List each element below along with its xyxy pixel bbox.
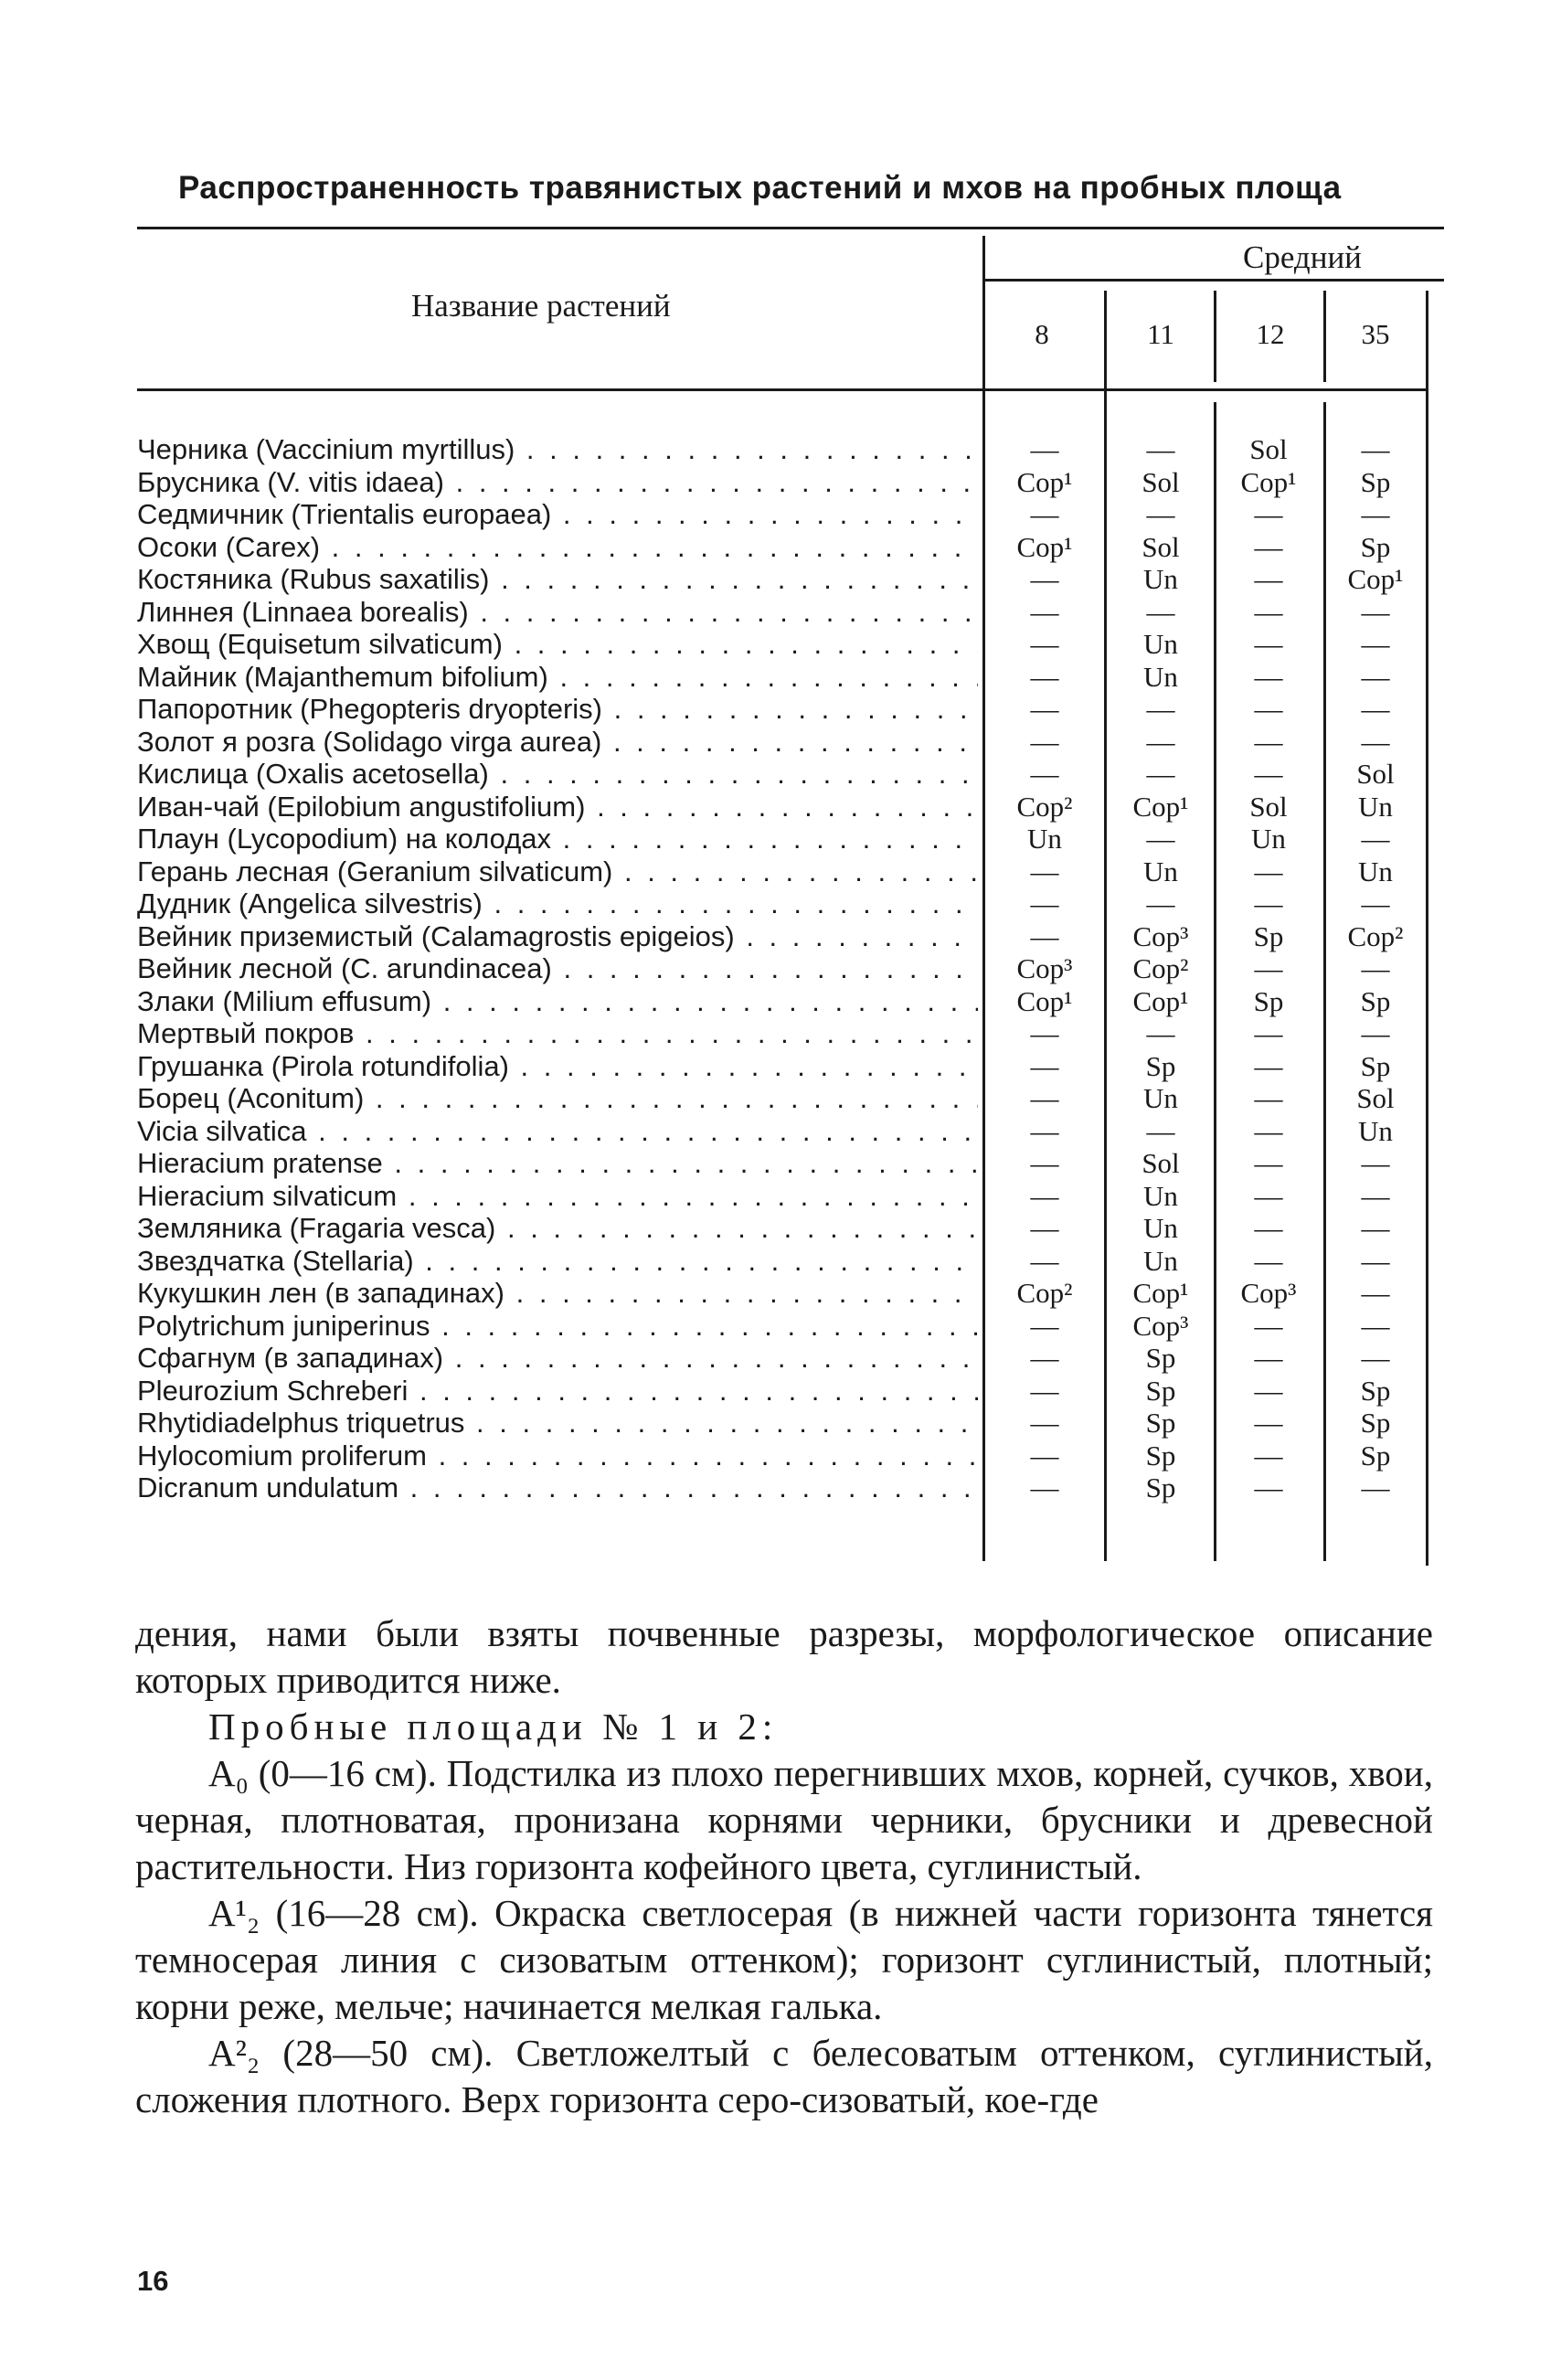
abundance-cell: Un: [1358, 790, 1393, 823]
abundance-cell: —: [1254, 1342, 1283, 1374]
abundance-cell: —: [1030, 1147, 1059, 1179]
plant-name: Polytrichum juniperinus . . .: [137, 1310, 978, 1343]
abundance-cell: —: [1030, 1244, 1059, 1277]
abundance-cell: Sp: [1360, 984, 1391, 1017]
page-number: 16: [137, 2265, 169, 2297]
abundance-cell: —: [1361, 1309, 1390, 1342]
abundance-cell: Un: [1027, 823, 1062, 855]
header-plot-35: 35: [1361, 318, 1390, 350]
abundance-cell: —: [1254, 563, 1283, 595]
plant-name: Майник (Majanthemum bifolium) . . .: [137, 661, 978, 694]
plant-name: Иван-чай (Epilobium angustifolium) . . .: [137, 791, 978, 823]
abundance-cell: —: [1254, 595, 1283, 628]
abundance-cell: Sol: [1356, 1082, 1395, 1114]
abundance-cell: —: [1030, 498, 1059, 530]
abundance-cell: Sol: [1142, 1147, 1180, 1179]
abundance-cell: —: [1030, 660, 1059, 693]
abundance-cell: Sol: [1142, 530, 1180, 563]
abundance-cell: Un: [1143, 1244, 1178, 1277]
header-bottom-rule: [137, 388, 1426, 391]
col-divider-4: [1323, 291, 1326, 382]
abundance-cell: —: [1030, 563, 1059, 595]
paragraph-intro: дения, нами были взяты почвенные разрезы, морфологическое описание которых приводится ниже.: [135, 1612, 1433, 1701]
abundance-cell: Cop¹: [1016, 530, 1073, 563]
plant-name: Брусника (V. vitis idaea) . . .: [137, 466, 978, 499]
plant-name: Hieracium silvaticum . . .: [137, 1180, 978, 1213]
abundance-cell: —: [1254, 660, 1283, 693]
paragraph-horizon-a12: A¹₂ (16—28 см). Окраска светлосерая (в нижней части горизонта тянется темносерая линия с сизоватым оттенком); горизонт суглинистый, плотный; корни реже, мельче; начинается мелкая галька.: [135, 1892, 1433, 2027]
abundance-cell: —: [1030, 1407, 1059, 1439]
col-divider-1: [982, 236, 985, 1561]
abundance-cell: Sol: [1142, 465, 1180, 498]
plant-name: Кукушкин лен (в западинах) . . .: [137, 1277, 978, 1310]
abundance-cell: —: [1146, 498, 1175, 530]
abundance-cell: —: [1030, 855, 1059, 887]
abundance-cell: Cop¹: [1016, 465, 1073, 498]
abundance-cell: —: [1254, 1179, 1283, 1212]
abundance-cell: —: [1146, 595, 1175, 628]
abundance-cell: —: [1030, 1439, 1059, 1472]
plant-name: Дудник (Angelica silvestris) . . .: [137, 887, 978, 920]
abundance-cell: Un: [1143, 660, 1178, 693]
plant-name: Dicranum undulatum . . .: [137, 1472, 978, 1504]
abundance-cell: Cop²: [1347, 919, 1404, 952]
abundance-cell: —: [1254, 693, 1283, 725]
abundance-cell: Sp: [1145, 1407, 1176, 1439]
abundance-cell: —: [1146, 725, 1175, 758]
abundance-cell: —: [1254, 1082, 1283, 1114]
abundance-cell: —: [1146, 887, 1175, 919]
abundance-cell: —: [1254, 1212, 1283, 1244]
plant-name: Грушанка (Pirola rotundifolia) . . .: [137, 1050, 978, 1083]
abundance-cell: —: [1146, 433, 1175, 465]
abundance-cell: —: [1030, 725, 1059, 758]
abundance-cell: Cop¹: [1240, 465, 1297, 498]
abundance-cell: —: [1361, 1179, 1390, 1212]
abundance-cell: —: [1030, 595, 1059, 628]
abundance-cell: —: [1361, 595, 1390, 628]
abundance-cell: —: [1361, 887, 1390, 919]
abundance-cell: Un: [1358, 855, 1393, 887]
abundance-cell: —: [1361, 433, 1390, 465]
abundance-cell: Sol: [1249, 790, 1288, 823]
plant-name: Hylocomium proliferum . . .: [137, 1440, 978, 1472]
abundance-cell: Cop¹: [1132, 1277, 1189, 1309]
abundance-cell: —: [1361, 660, 1390, 693]
abundance-cell: Sp: [1145, 1374, 1176, 1407]
abundance-cell: —: [1146, 693, 1175, 725]
abundance-cell: Sp: [1360, 1439, 1391, 1472]
abundance-cell: Cop³: [1132, 919, 1189, 952]
plant-name: Папоротник (Phegopteris dryopteris) . . .: [137, 693, 978, 726]
abundance-cell: Sp: [1253, 984, 1284, 1017]
abundance-cell: Cop²: [1016, 1277, 1073, 1309]
abundance-cell: —: [1361, 1472, 1390, 1503]
plant-name: Линнея (Linnaea borealis) . . .: [137, 596, 978, 629]
abundance-cell: —: [1361, 1147, 1390, 1179]
abundance-cell: —: [1254, 1244, 1283, 1277]
abundance-cell: —: [1254, 1147, 1283, 1179]
plant-name: Плаун (Lycopodium) на колодах . . .: [137, 823, 978, 855]
header-plot-11: 11: [1147, 318, 1174, 350]
abundance-cell: —: [1254, 887, 1283, 919]
abundance-cell: Un: [1143, 563, 1178, 595]
table-title: Распространенность травянистых растений и мхов на пробных площа: [178, 170, 1342, 206]
plant-name: Звездчатка (Stellaria) . . .: [137, 1245, 978, 1278]
abundance-cell: Sol: [1356, 758, 1395, 790]
plant-name: Мертвый покров . . .: [137, 1017, 978, 1050]
plant-name: Земляника (Fragaria vesca) . . .: [137, 1212, 978, 1245]
abundance-cell: —: [1030, 1017, 1059, 1049]
header-plot-8: 8: [1035, 318, 1049, 350]
header-group: Средний: [1243, 239, 1362, 275]
abundance-cell: Cop¹: [1016, 984, 1073, 1017]
abundance-cell: Sp: [1145, 1472, 1176, 1503]
abundance-cell: —: [1361, 1342, 1390, 1374]
subheader-rule: [982, 279, 1444, 282]
abundance-cell: —: [1254, 1374, 1283, 1407]
abundance-cell: —: [1254, 855, 1283, 887]
abundance-cell: —: [1030, 1472, 1059, 1503]
abundance-cell: —: [1030, 1309, 1059, 1342]
abundance-cell: Un: [1143, 1082, 1178, 1114]
abundance-cell: —: [1254, 758, 1283, 790]
col-divider-3: [1214, 291, 1216, 382]
abundance-cell: —: [1030, 1082, 1059, 1114]
abundance-cell: —: [1254, 1017, 1283, 1049]
abundance-cell: —: [1361, 1277, 1390, 1309]
plant-name: Злаки (Milium effusum) . . .: [137, 985, 978, 1018]
abundance-cell: Sp: [1145, 1049, 1176, 1082]
abundance-cell: —: [1146, 1114, 1175, 1147]
abundance-cell: —: [1030, 919, 1059, 952]
paragraph-plots-heading: Пробные площади № 1 и 2:: [208, 1705, 779, 1748]
abundance-cell: —: [1146, 1017, 1175, 1049]
abundance-cell: —: [1254, 1309, 1283, 1342]
abundance-cell: Cop³: [1132, 1309, 1189, 1342]
plant-name: Герань лесная (Geranium silvaticum) . . .: [137, 855, 978, 888]
abundance-cell: Cop¹: [1132, 790, 1189, 823]
abundance-cell: —: [1361, 1212, 1390, 1244]
abundance-cell: Sp: [1253, 919, 1284, 952]
paragraph-horizon-a0: A₀ (0—16 см). Подстилка из плохо перегнивших мхов, корней, сучков, хвои, черная, плотноватая, пронизана корнями черники, брусники и древесной растительности. Низ горизонта кофейного цвета, суглинистый.: [135, 1752, 1433, 1887]
plant-name: Сфагнум (в западинах) . . .: [137, 1342, 978, 1375]
abundance-cell: Sp: [1360, 465, 1391, 498]
abundance-cell: —: [1361, 1244, 1390, 1277]
abundance-cell: Un: [1143, 1179, 1178, 1212]
plant-name: Золот я розга (Solidago virga aurea) . . .: [137, 726, 978, 759]
abundance-cell: —: [1030, 758, 1059, 790]
abundance-cell: Sp: [1145, 1342, 1176, 1374]
table-top-rule: [137, 227, 1444, 229]
plant-name: Rhytidiadelphus triquetrus . . .: [137, 1407, 978, 1440]
abundance-cell: —: [1254, 1472, 1283, 1503]
abundance-cell: Cop¹: [1347, 563, 1404, 595]
abundance-cell: —: [1254, 952, 1283, 984]
abundance-cell: —: [1254, 725, 1283, 758]
plant-name: Вейник лесной (C. arundinacea) . . .: [137, 952, 978, 985]
abundance-cell: —: [1030, 1212, 1059, 1244]
abundance-cell: —: [1030, 1342, 1059, 1374]
abundance-cell: —: [1030, 1179, 1059, 1212]
abundance-cell: —: [1030, 1049, 1059, 1082]
plant-name: Vicia silvatica . . .: [137, 1115, 978, 1148]
abundance-cell: —: [1030, 628, 1059, 660]
plant-name: Костяника (Rubus saxatilis) . . .: [137, 563, 978, 596]
plant-name: Хвощ (Equisetum silvaticum) . . .: [137, 628, 978, 661]
abundance-cell: Sp: [1145, 1439, 1176, 1472]
abundance-cell: Cop³: [1240, 1277, 1297, 1309]
abundance-cell: —: [1254, 1407, 1283, 1439]
abundance-cell: —: [1254, 1439, 1283, 1472]
abundance-cell: Un: [1143, 1212, 1178, 1244]
paragraph-horizon-a22: A²₂ (28—50 см). Светложелтый с белесоватым оттенком, суглинистый, сложения плотного. Верх горизонта серо-сизоватый, кое-где: [135, 2032, 1433, 2120]
abundance-cell: —: [1254, 530, 1283, 563]
abundance-cell: —: [1254, 1114, 1283, 1147]
abundance-cell: Un: [1251, 823, 1286, 855]
plant-name: Осоки (Carex) . . .: [137, 531, 978, 564]
plant-name: Кислица (Oxalis acetosella) . . .: [137, 758, 978, 791]
abundance-cell: Sol: [1249, 433, 1288, 465]
abundance-cell: Un: [1358, 1114, 1393, 1147]
plant-name: Pleurozium Schreberi . . .: [137, 1375, 978, 1408]
abundance-cell: —: [1030, 1114, 1059, 1147]
abundance-cell: Sp: [1360, 1374, 1391, 1407]
abundance-cell: —: [1030, 433, 1059, 465]
abundance-cell: Un: [1143, 628, 1178, 660]
abundance-cell: —: [1254, 1049, 1283, 1082]
abundance-cell: —: [1254, 498, 1283, 530]
abundance-cell: Cop¹: [1132, 984, 1189, 1017]
abundance-cell: —: [1146, 758, 1175, 790]
abundance-cell: Cop³: [1016, 952, 1073, 984]
plant-name: Черника (Vaccinium myrtillus) . . .: [137, 433, 978, 466]
plant-name: Вейник приземистый (Calamagrostis epigeios) . . .: [137, 920, 978, 953]
abundance-cell: Sp: [1360, 1049, 1391, 1082]
abundance-cell: —: [1361, 498, 1390, 530]
plant-name: Hieracium pratense . . .: [137, 1147, 978, 1180]
plant-name: Борец (Aconitum) . . .: [137, 1082, 978, 1115]
abundance-cell: —: [1030, 1374, 1059, 1407]
abundance-cell: —: [1361, 952, 1390, 984]
abundance-cell: —: [1361, 1017, 1390, 1049]
abundance-cell: —: [1361, 823, 1390, 855]
abundance-cell: Sp: [1360, 530, 1391, 563]
abundance-cell: —: [1361, 693, 1390, 725]
abundance-cell: —: [1254, 628, 1283, 660]
abundance-cell: Un: [1143, 855, 1178, 887]
plant-name: Седмичник (Trientalis europaea) . . .: [137, 498, 978, 531]
header-plant-name: Название растений: [411, 288, 671, 324]
abundance-cell: Cop²: [1016, 790, 1073, 823]
abundance-cell: —: [1361, 725, 1390, 758]
abundance-cell: —: [1361, 628, 1390, 660]
header-plot-12: 12: [1256, 318, 1285, 350]
abundance-cell: —: [1146, 823, 1175, 855]
body-text: [135, 1610, 1433, 2123]
abundance-cell: Cop²: [1132, 952, 1189, 984]
abundance-cell: —: [1030, 693, 1059, 725]
abundance-cell: Sp: [1360, 1407, 1391, 1439]
abundance-cell: —: [1030, 887, 1059, 919]
